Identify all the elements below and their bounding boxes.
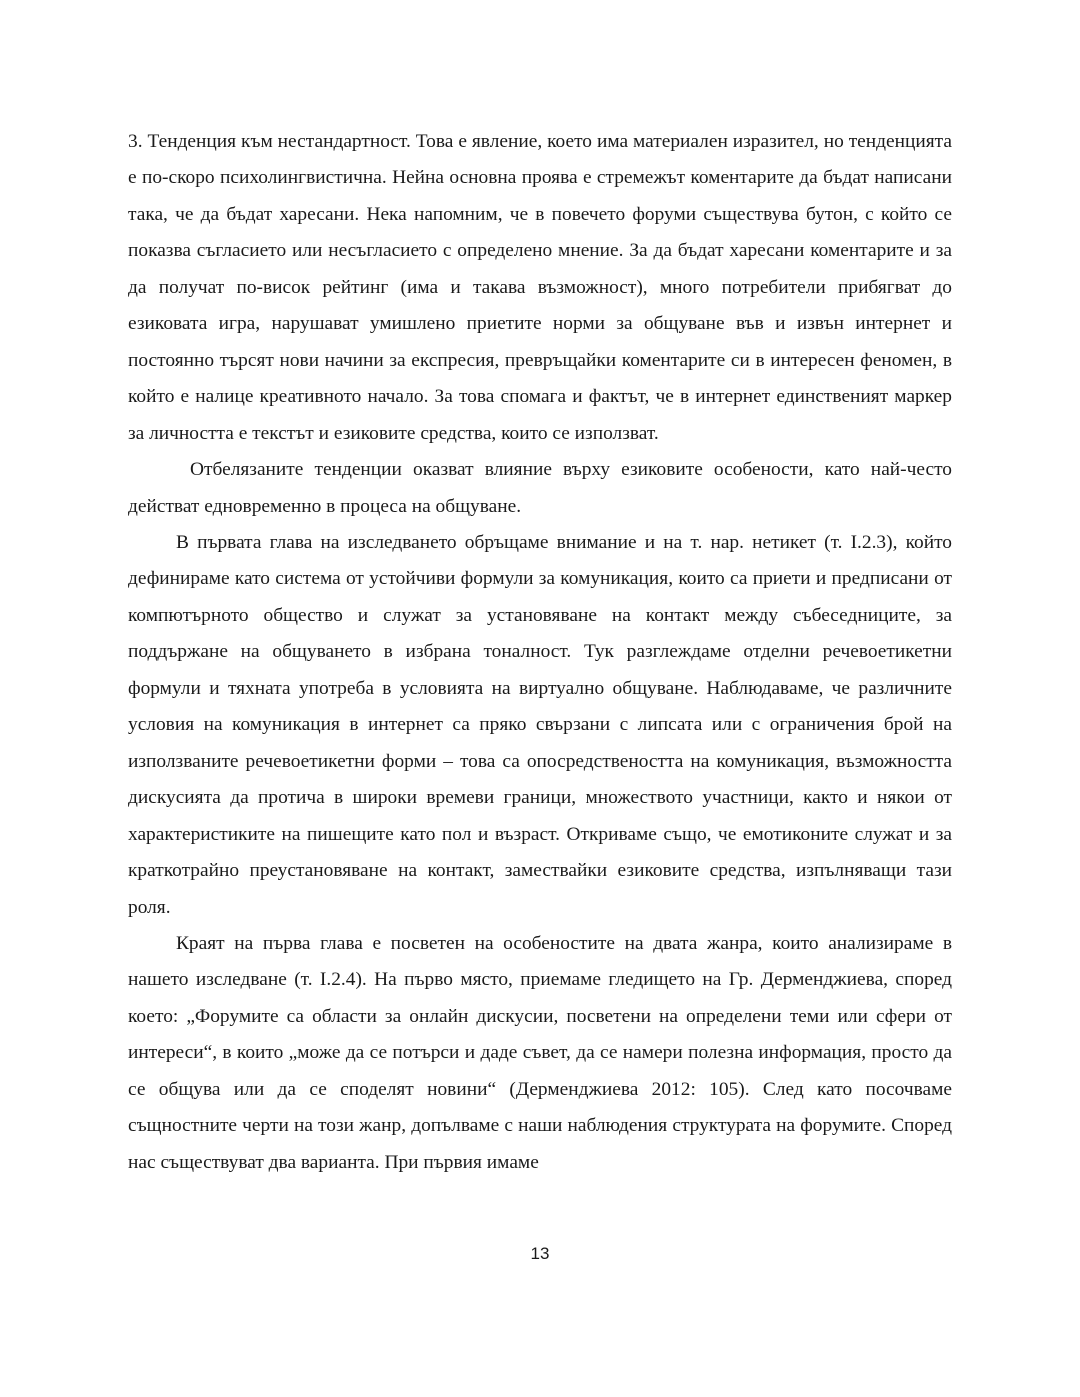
- paragraph-trends-influence: Отбелязаните тенденции оказват влияние върху езиковите особености, като най-често действат едновременно в процеса на общуване.: [128, 459, 952, 517]
- body-text: [128, 124, 952, 1181]
- paragraph-trend-nonstandard: 3. Тенденция към нестандартност. Това е явление, което има материален изразител, но тенденцията е по-скоро психолингвистична. Нейна основна проява е стремежът коментарите да бъдат написани така, че да бъдат харесани. Нека напомним, че в повечето форуми съществува бутон, с който се показва съгласието или несъгласието с определено мнение. За да бъдат харесани коментарите и за да получат по-висок рейтинг (има и такава възможност), много потребители прибягват до езиковата игра, нарушават умишлено приетите норми за общуване във и извън интернет и постоянно търсят нови начини за експресия, превръщайки коментарите си в интересен феномен, в който е налице креативното начало. За това спомага и фактът, че в интернет единственият маркер за личността е текстът и езиковите средства, които се използват.: [128, 131, 952, 444]
- page-number: 13: [530, 1244, 550, 1263]
- paragraph-netiquette: В първата глава на изследването обръщаме внимание и на т. нар. нетикет (т. I.2.3), който дефинираме като система от устойчиви формули за комуникация, които са приети и предписани от компютърното общество и служат за установяване на контакт между събеседниците, за поддържане на общуването в избрана тоналност. Тук разглеждаме отделни речевоетикетни формули и тяхната употреба в условията на виртуално общуване. Наблюдаваме, че различните условия на комуникация в интернет са пряко свързани с липсата или с ограничения брой на използваните речевоетикетни форми – това са опосредствеността на комуникация, възможността дискусията да протича в широки времеви граници, множеството участници, както и някои от характеристиките на пишещите като пол и възраст. Откриваме също, че емотиконите служат и за краткотрайно преустановяване на контакт, замествайки езиковите средства, изпълняващи тази роля.: [128, 531, 952, 918]
- paragraph-genres: Краят на първа глава е посветен на особеностите на двата жанра, които анализираме в нашето изследване (т. I.2.4). На първо място, приемаме гледището на Гр. Дерменджиева, според което: „Форумите са области за онлайн дискусии, посветени на определени теми или сфери от интереси“, в които „може да се потърси и даде съвет, да се намери полезна информация, просто да се общува или да се споделят новини“ (Дерменджиева 2012: 105). След като посочваме същностните черти на този жанр, допълваме с наши наблюдения структурата на форумите. Според нас съществуват два варианта. При първия имаме: [128, 932, 952, 1173]
